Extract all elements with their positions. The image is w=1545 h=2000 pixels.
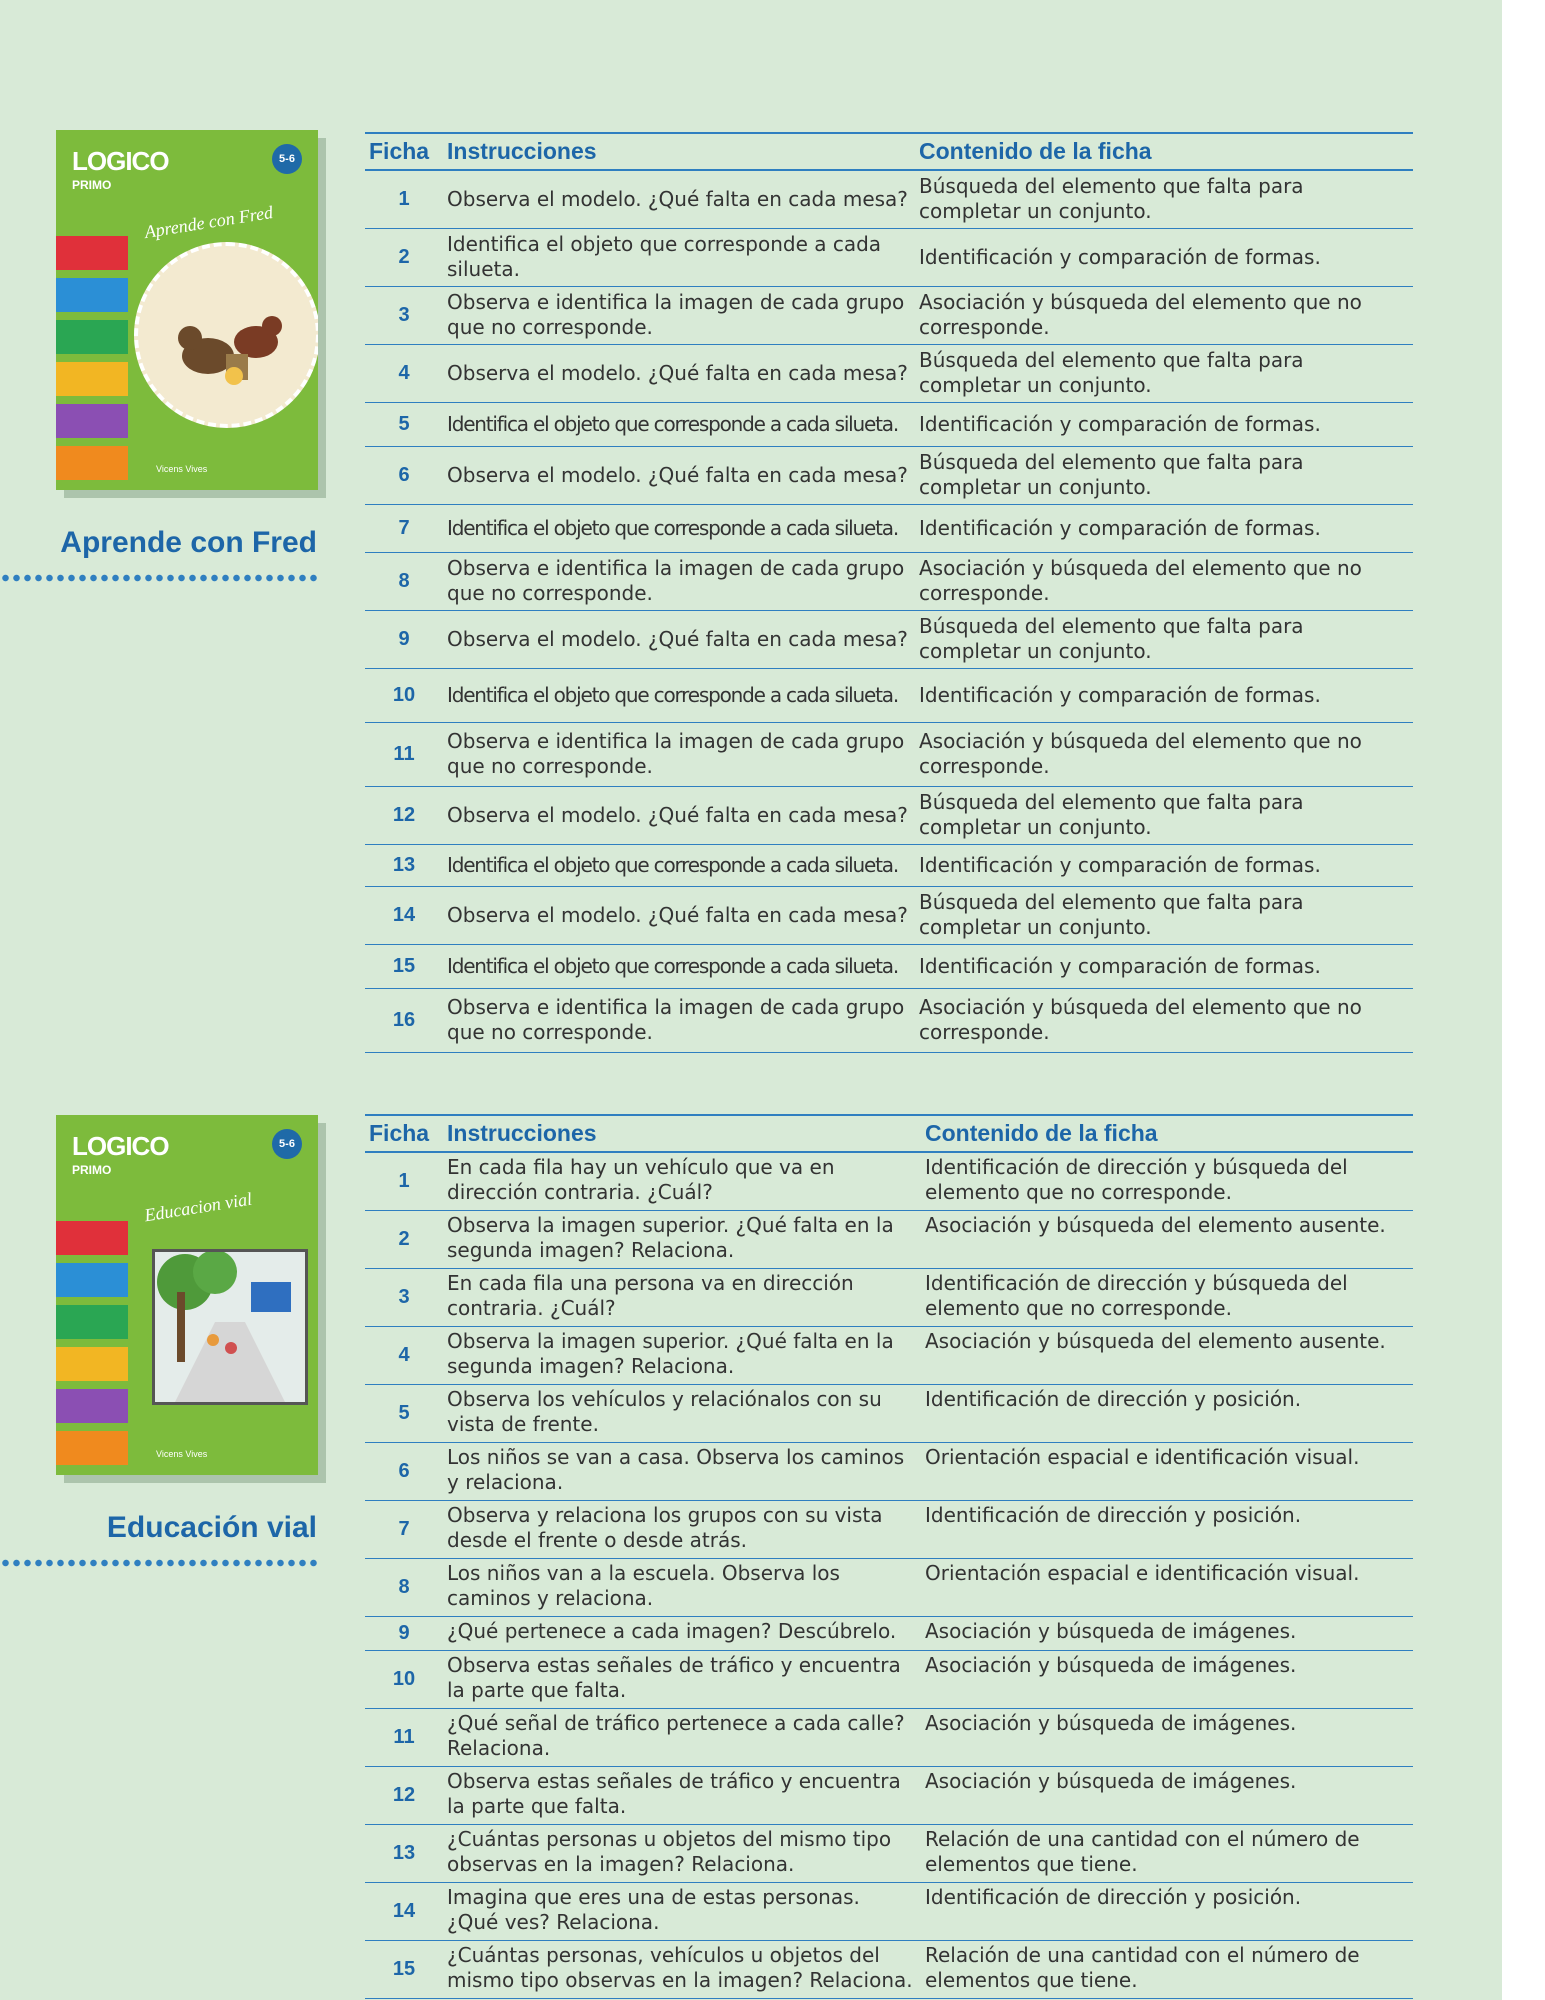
row-instructions: Observa el modelo. ¿Qué falta en cada mesa? — [443, 786, 915, 844]
table-row — [365, 722, 1413, 786]
row-instructions: Observa el modelo. ¿Qué falta en cada mesa? — [443, 170, 915, 228]
row-instructions: Imagina que eres una de estas personas. ¿Qué ves? Relaciona. — [443, 1882, 921, 1940]
row-content: Identificación y comparación de formas. — [915, 504, 1413, 552]
dotted-divider — [0, 1559, 318, 1567]
row-instructions: Identifica el objeto que corresponde a cada silueta. — [443, 504, 915, 552]
row-content: Asociación y búsqueda de imágenes. — [921, 1650, 1413, 1708]
row-content: Asociación y búsqueda del elemento ausente. — [921, 1326, 1413, 1384]
row-instructions: ¿Qué pertenece a cada imagen? Descúbrelo. — [443, 1616, 921, 1650]
section-aprende-con-fred — [0, 130, 1502, 1060]
table-row — [365, 344, 1413, 402]
row-content: Identificación de dirección y posición. — [921, 1882, 1413, 1940]
row-number: 1 — [365, 1152, 443, 1210]
ficha-table — [365, 1114, 1413, 1999]
row-content: Asociación y búsqueda del elemento que no corresponde. — [915, 286, 1413, 344]
row-number: 5 — [365, 1384, 443, 1442]
row-number: 5 — [365, 402, 443, 446]
cover-illustration — [134, 242, 318, 428]
row-content: Asociación y búsqueda del elemento que no corresponde. — [915, 722, 1413, 786]
row-number: 11 — [365, 1708, 443, 1766]
row-content: Búsqueda del elemento que falta para completar un conjunto. — [915, 610, 1413, 668]
row-number: 16 — [365, 988, 443, 1052]
row-number: 15 — [365, 1940, 443, 1998]
row-number: 14 — [365, 886, 443, 944]
row-content: Identificación y comparación de formas. — [915, 668, 1413, 722]
row-content: Relación de una cantidad con el número de elementos que tiene. — [921, 1940, 1413, 1998]
table-row — [365, 1384, 1413, 1442]
row-content: Asociación y búsqueda del elemento que no corresponde. — [915, 552, 1413, 610]
table-row — [365, 1558, 1413, 1616]
row-instructions: Identifica el objeto que corresponde a cada silueta. — [443, 402, 915, 446]
table-row — [365, 170, 1413, 228]
ficha-table — [365, 132, 1413, 1053]
row-content: Asociación y búsqueda de imágenes. — [921, 1708, 1413, 1766]
row-instructions: Observa e identifica la imagen de cada grupo que no corresponde. — [443, 722, 915, 786]
table-row — [365, 552, 1413, 610]
row-instructions: ¿Cuántas personas u objetos del mismo tipo observas en la imagen? Relaciona. — [443, 1824, 921, 1882]
table-row — [365, 1940, 1413, 1998]
row-number: 6 — [365, 446, 443, 504]
col-ficha: Ficha — [365, 133, 443, 170]
table-row — [365, 988, 1413, 1052]
book-cover — [56, 1115, 318, 1475]
row-content: Identificación y comparación de formas. — [915, 228, 1413, 286]
table-row — [365, 228, 1413, 286]
row-instructions: Observa la imagen superior. ¿Qué falta en la segunda imagen? Relaciona. — [443, 1210, 921, 1268]
row-instructions: En cada fila una persona va en dirección contraria. ¿Cuál? — [443, 1268, 921, 1326]
table-row — [365, 286, 1413, 344]
row-number: 10 — [365, 1650, 443, 1708]
table-row — [365, 446, 1413, 504]
row-number: 15 — [365, 944, 443, 988]
row-instructions: Observa el modelo. ¿Qué falta en cada mesa? — [443, 610, 915, 668]
row-instructions: Observa y relaciona los grupos con su vista desde el frente o desde atrás. — [443, 1500, 921, 1558]
ants-illustration — [138, 246, 316, 424]
row-instructions: Observa la imagen superior. ¿Qué falta en la segunda imagen? Relaciona. — [443, 1326, 921, 1384]
col-contenido: Contenido de la ficha — [921, 1115, 1413, 1152]
row-content: Identificación y comparación de formas. — [915, 844, 1413, 886]
row-number: 12 — [365, 786, 443, 844]
table-row — [365, 1442, 1413, 1500]
row-instructions: ¿Cuántas personas, vehículos u objetos del mismo tipo observas en la imagen? Relaciona. — [443, 1940, 921, 1998]
row-number: 4 — [365, 1326, 443, 1384]
table-row — [365, 504, 1413, 552]
row-instructions: Observa estas señales de tráfico y encuentra la parte que falta. — [443, 1766, 921, 1824]
cover-line: PRIMO — [72, 178, 112, 192]
row-content: Orientación espacial e identificación visual. — [921, 1442, 1413, 1500]
row-content: Asociación y búsqueda de imágenes. — [921, 1766, 1413, 1824]
table-row — [365, 1650, 1413, 1708]
age-badge: 5-6 — [272, 144, 302, 174]
table-row — [365, 668, 1413, 722]
row-content: Búsqueda del elemento que falta para completar un conjunto. — [915, 786, 1413, 844]
table-row — [365, 1326, 1413, 1384]
row-number: 2 — [365, 1210, 443, 1268]
row-number: 12 — [365, 1766, 443, 1824]
row-instructions: Observa e identifica la imagen de cada grupo que no corresponde. — [443, 286, 915, 344]
table-row — [365, 1766, 1413, 1824]
row-instructions: Los niños van a la escuela. Observa los caminos y relaciona. — [443, 1558, 921, 1616]
row-instructions: Observa e identifica la imagen de cada grupo que no corresponde. — [443, 552, 915, 610]
row-content: Búsqueda del elemento que falta para completar un conjunto. — [915, 886, 1413, 944]
table-row — [365, 1616, 1413, 1650]
row-instructions: Identifica el objeto que corresponde a cada silueta. — [443, 668, 915, 722]
col-ficha: Ficha — [365, 1115, 443, 1152]
row-instructions: Los niños se van a casa. Observa los caminos y relaciona. — [443, 1442, 921, 1500]
row-number: 8 — [365, 1558, 443, 1616]
row-content: Asociación y búsqueda de imágenes. — [921, 1616, 1413, 1650]
table-row — [365, 786, 1413, 844]
publisher-label: Vicens Vives — [156, 464, 208, 474]
section-educacion-vial — [0, 1115, 1502, 2000]
table-body — [365, 1152, 1413, 1998]
table-row — [365, 1152, 1413, 1210]
row-instructions: Identifica el objeto que corresponde a cada silueta. — [443, 944, 915, 988]
logico-logo: LOGICO — [72, 1131, 169, 1161]
cover-illustration — [152, 1249, 308, 1405]
row-content: Identificación y comparación de formas. — [915, 402, 1413, 446]
row-instructions: ¿Qué señal de tráfico pertenece a cada calle? Relaciona. — [443, 1708, 921, 1766]
book-title: Aprende con Fred — [60, 526, 317, 559]
table-row — [365, 1268, 1413, 1326]
table-header — [365, 1115, 1413, 1152]
row-content: Identificación y comparación de formas. — [915, 944, 1413, 988]
col-instrucciones: Instrucciones — [443, 1115, 921, 1152]
cover-color-tabs — [56, 1221, 128, 1473]
row-number: 7 — [365, 1500, 443, 1558]
row-content: Orientación espacial e identificación visual. — [921, 1558, 1413, 1616]
row-number: 4 — [365, 344, 443, 402]
row-content: Búsqueda del elemento que falta para completar un conjunto. — [915, 170, 1413, 228]
row-content: Identificación de dirección y búsqueda del elemento que no corresponde. — [921, 1152, 1413, 1210]
table-row — [365, 1210, 1413, 1268]
row-instructions: Observa los vehículos y relaciónalos con su vista de frente. — [443, 1384, 921, 1442]
row-instructions: Observa el modelo. ¿Qué falta en cada mesa? — [443, 886, 915, 944]
book-title: Educación vial — [106, 1511, 317, 1544]
row-number: 13 — [365, 844, 443, 886]
row-instructions: Observa e identifica la imagen de cada grupo que no corresponde. — [443, 988, 915, 1052]
row-content: Identificación de dirección y posición. — [921, 1384, 1413, 1442]
row-number: 8 — [365, 552, 443, 610]
table-row — [365, 886, 1413, 944]
cover-title: Aprende con Fred — [143, 201, 275, 243]
cover-color-tabs — [56, 236, 128, 488]
street-illustration — [155, 1252, 305, 1402]
row-content: Búsqueda del elemento que falta para completar un conjunto. — [915, 446, 1413, 504]
row-instructions: Observa estas señales de tráfico y encuentra la parte que falta. — [443, 1650, 921, 1708]
cover-title: Educacion vial — [143, 1188, 254, 1226]
row-number: 3 — [365, 286, 443, 344]
row-number: 14 — [365, 1882, 443, 1940]
age-badge: 5-6 — [272, 1129, 302, 1159]
table-body — [365, 170, 1413, 1052]
row-instructions: Observa el modelo. ¿Qué falta en cada mesa? — [443, 344, 915, 402]
row-content: Asociación y búsqueda del elemento que no corresponde. — [915, 988, 1413, 1052]
row-number: 9 — [365, 610, 443, 668]
row-number: 3 — [365, 1268, 443, 1326]
col-instrucciones: Instrucciones — [443, 133, 915, 170]
book-cover — [56, 130, 318, 490]
row-instructions: Observa el modelo. ¿Qué falta en cada mesa? — [443, 446, 915, 504]
row-number: 1 — [365, 170, 443, 228]
table-row — [365, 1882, 1413, 1940]
row-content: Relación de una cantidad con el número de elementos que tiene. — [921, 1824, 1413, 1882]
table-row — [365, 402, 1413, 446]
row-number: 13 — [365, 1824, 443, 1882]
row-content: Asociación y búsqueda del elemento ausente. — [921, 1210, 1413, 1268]
publisher-label: Vicens Vives — [156, 1449, 208, 1459]
col-contenido: Contenido de la ficha — [915, 133, 1413, 170]
row-instructions: Identifica el objeto que corresponde a cada silueta. — [443, 844, 915, 886]
logico-logo: LOGICO — [72, 146, 169, 176]
table-row — [365, 1500, 1413, 1558]
row-number: 7 — [365, 504, 443, 552]
row-number: 11 — [365, 722, 443, 786]
dotted-divider — [0, 574, 318, 582]
table-header — [365, 133, 1413, 170]
table-row — [365, 1708, 1413, 1766]
table-row — [365, 944, 1413, 988]
row-number: 9 — [365, 1616, 443, 1650]
table-row — [365, 844, 1413, 886]
row-content: Identificación de dirección y búsqueda del elemento que no corresponde. — [921, 1268, 1413, 1326]
row-instructions: En cada fila hay un vehículo que va en dirección contraria. ¿Cuál? — [443, 1152, 921, 1210]
table-row — [365, 610, 1413, 668]
cover-line: PRIMO — [72, 1163, 112, 1177]
row-number: 6 — [365, 1442, 443, 1500]
table-row — [365, 1824, 1413, 1882]
row-content: Identificación de dirección y posición. — [921, 1500, 1413, 1558]
row-number: 10 — [365, 668, 443, 722]
row-content: Búsqueda del elemento que falta para completar un conjunto. — [915, 344, 1413, 402]
row-instructions: Identifica el objeto que corresponde a cada silueta. — [443, 228, 915, 286]
row-number: 2 — [365, 228, 443, 286]
